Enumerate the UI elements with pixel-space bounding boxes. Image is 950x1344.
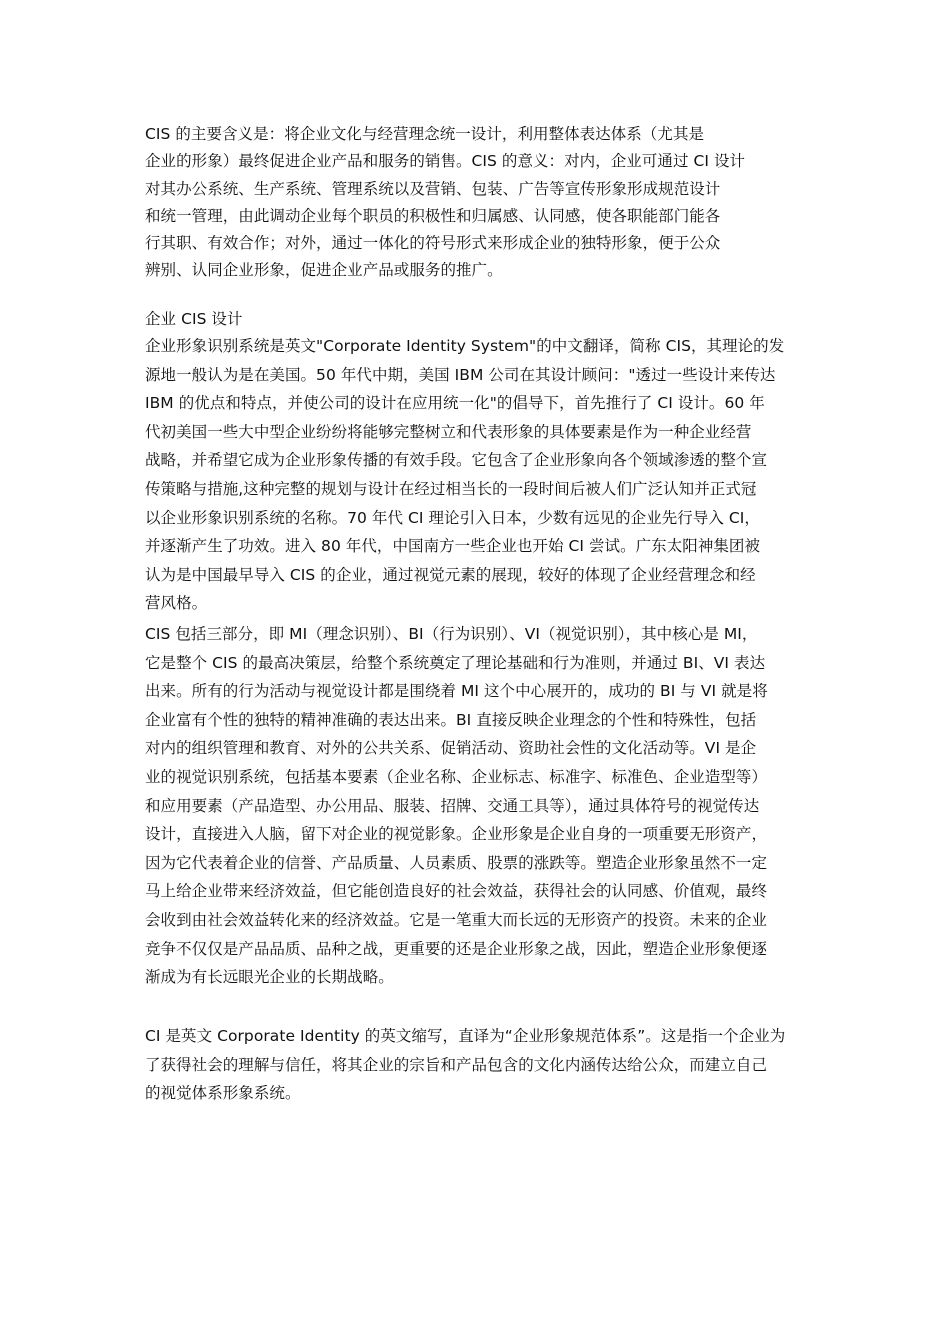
text-line: 企业富有个性的独特的精神准确的表达出来。BI 直接反映企业理念的个性和特殊性，包括 [145, 710, 757, 729]
text-line: 和统一管理，由此调动企业每个职员的积极性和归属感、认同感，使各职能部门能各 [145, 206, 721, 225]
text-line: 行其职、有效合作；对外，通过一体化的符号形式来形成企业的独特形象，便于公众 [145, 234, 721, 253]
text-line: 源地一般认为是在美国。50 年代中期，美国 IBM 公司在其设计顾问："透过一些设计来传达 [145, 365, 776, 384]
text-line: 业的视觉识别系统，包括基本要素（企业名称、企业标志、标准字、标准色、企业造型等） [145, 767, 768, 786]
section-heading [145, 306, 243, 333]
text-line: 认为是中国最早导入 CIS 的企业，通过视觉元素的展现，较好的体现了企业经营理念和经 [145, 565, 756, 584]
text-line: 并逐渐产生了功效。进入 80 年代，中国南方一些企业也开始 CI 尝试。广东太阳神集团被 [145, 537, 761, 556]
section-title: 企业 CIS 设计 [145, 310, 243, 328]
text-line: 渐成为有长远眼光企业的长期战略。 [145, 968, 394, 987]
text-line: 对其办公系统、生产系统、管理系统以及营销、包装、广告等宣传形象形成规范设计 [145, 179, 721, 198]
text-line: 代初美国一些大中型企业纷纷将能够完整树立和代表形象的具体要素是作为一种企业经营 [145, 422, 752, 441]
text-line: 对内的组织管理和教育、对外的公共关系、促销活动、资助社会性的文化活动等。VI 是企 [145, 739, 757, 758]
text-line: 和应用要素（产品造型、办公用品、服装、招牌、交通工具等），通过具体符号的视觉传达 [145, 796, 760, 815]
text-line: 战略，并希望它成为企业形象传播的有效手段。它包含了企业形象向各个领域渗透的整个宣 [145, 451, 768, 470]
text-line: 营风格。 [145, 594, 208, 613]
text-line: 它是整个 CIS 的最高决策层，给整个系统奠定了理论基础和行为准则，并通过 BI、VI 表达 [145, 653, 766, 672]
text-line: 出来。所有的行为活动与视觉设计都是围绕着 MI 这个中心展开的，成功的 BI 与 VI 就是将 [145, 682, 768, 701]
text-line: 设计，直接进入人脑，留下对企业的视觉影象。企业形象是企业自身的一项重要无形资产， [145, 825, 768, 844]
text-line: 企业形象识别系统是英文"Corporate Identity System"的中文翻译，简称 CIS，其理论的发 [145, 337, 785, 355]
text-line: 企业的形象）最终促进企业产品和服务的销售。CIS 的意义：对内，企业可通过 CI 设计 [145, 152, 746, 171]
components-paragraph [145, 620, 768, 992]
text-line: 马上给企业带来经济效益，但它能创造良好的社会效益，获得社会的认同感、价值观，最终 [145, 882, 768, 901]
intro-paragraph [145, 121, 745, 285]
text-line: CI 是英文 Corporate Identity 的英文缩写，直译为“企业形象规范体系”。这是指一个企业为 [145, 1027, 786, 1045]
text-line: 会收到由社会效益转化来的经济效益。它是一笔重大而长远的无形资产的投资。未来的企业 [145, 910, 768, 929]
text-line: 的视觉体系形象系统。 [145, 1084, 301, 1103]
text-line: 传策略与措施,这种完整的规划与设计在经过相当长的一段时间后被人们广泛认知并正式冠 [145, 479, 757, 498]
text-line: CIS 的主要含义是：将企业文化与经营理念统一设计，利用整体表达体系（尤其是 [145, 125, 705, 143]
text-line: 辨别、认同企业形象，促进企业产品或服务的推广。 [145, 261, 503, 280]
history-paragraph [145, 332, 784, 618]
text-line: 竞争不仅仅是产品品质、品种之战，更重要的还是企业形象之战，因此，塑造企业形象便逐 [145, 939, 768, 958]
text-line: IBM 的优点和特点，并使公司的设计在应用统一化"的倡导下，首先推行了 CI 设计。60 年 [145, 394, 765, 413]
text-line: 以企业形象识别系统的名称。70 年代 CI 理论引入日本，少数有远见的企业先行导入 CI， [145, 508, 760, 527]
text-line: CIS 包括三部分，即 MI（理念识别）、BI（行为识别）、VI（视觉识别），其中核心是 MI， [145, 625, 758, 643]
text-line: 因为它代表着企业的信誉、产品质量、人员素质、股票的涨跌等。塑造企业形象虽然不一定 [145, 853, 768, 872]
text-line: 了获得社会的理解与信任，将其企业的宗旨和产品包含的文化内涵传达给公众，而建立自己 [145, 1055, 768, 1074]
ci-definition-paragraph [145, 1022, 785, 1108]
